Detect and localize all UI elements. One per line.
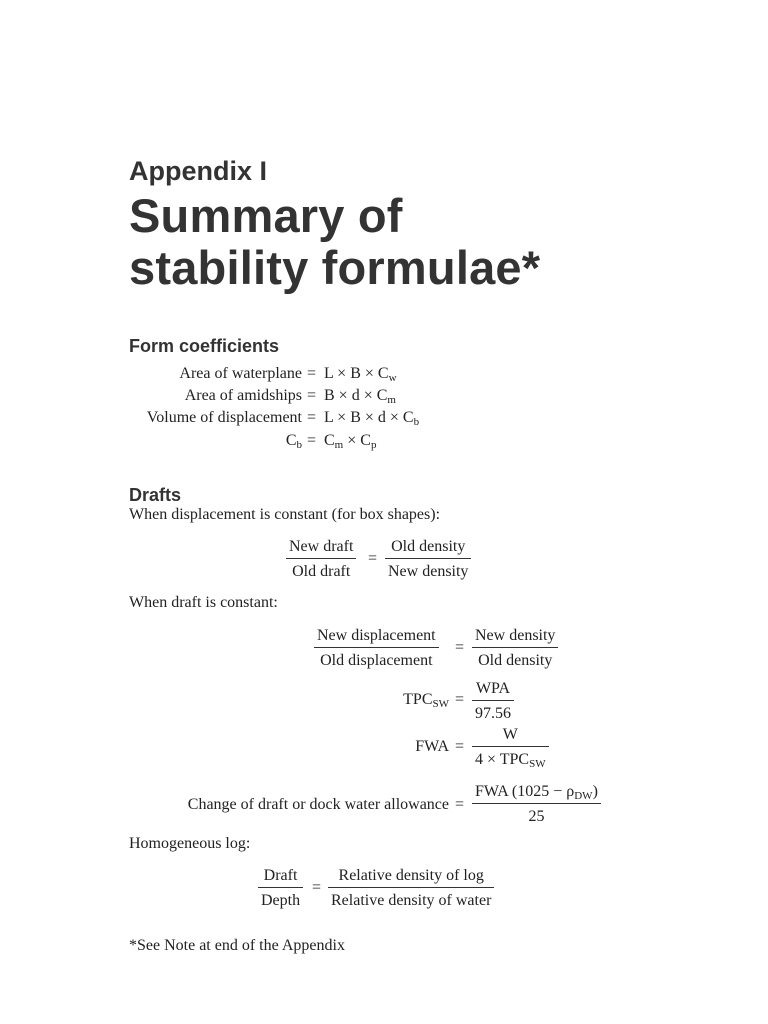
formula-label: $TPC_{SW}$: [403, 691, 449, 710]
formula-label: Volume of displacement: [146, 409, 302, 426]
formula-rhs: $B \times d \times C_m$: [324, 387, 396, 406]
fraction: New density Old density: [472, 628, 558, 669]
equals-sign: =: [307, 432, 317, 449]
formula-label: Change of draft or dock water allowance: [187, 796, 449, 813]
equals-sign: =: [368, 550, 378, 567]
appendix-label: Appendix I: [129, 156, 268, 186]
paragraph: When displacement is constant (for box shapes):: [129, 506, 441, 523]
formula-label: FWA: [415, 738, 449, 755]
paragraph: When draft is constant:: [129, 594, 278, 611]
formula-rhs: $C_m \times C_p$: [324, 432, 377, 451]
equals-sign: =: [307, 387, 317, 404]
equals-sign: =: [307, 365, 317, 382]
equals-sign: =: [312, 879, 322, 896]
equals-sign: =: [455, 738, 465, 755]
section-heading-drafts: Drafts: [129, 485, 182, 505]
formula-label: Area of waterplane: [179, 365, 302, 382]
fraction: FWA $(1025 - \rho_{DW})$ 25: [472, 784, 601, 825]
fraction: WPA 97.56: [472, 681, 514, 722]
fraction: Old density New density: [385, 539, 471, 580]
page-title-line-2: stability formulae*: [129, 241, 541, 294]
fraction: New draft Old draft: [286, 539, 356, 580]
paragraph: Homogeneous log:: [129, 835, 251, 852]
section-heading-form-coefficients: Form coefficients: [129, 336, 280, 356]
fraction: New displacement Old displacement: [314, 628, 439, 669]
formula-rhs: $L \times B \times C_w$: [324, 365, 397, 384]
fraction: Draft Depth: [258, 868, 303, 909]
fraction: Relative density of log Relative density of water: [328, 868, 494, 909]
equals-sign: =: [455, 691, 465, 708]
formula-rhs: $L \times B \times d \times C_b$: [324, 409, 420, 428]
fraction: W $4 \times TPC_{SW}$: [472, 727, 549, 768]
formula-label: Area of amidships: [184, 387, 302, 404]
equals-sign: =: [455, 796, 465, 813]
equals-sign: =: [307, 409, 317, 426]
page-title: [129, 190, 540, 294]
formula-label: $C_b$: [285, 432, 302, 451]
equals-sign: =: [455, 639, 465, 656]
page-title-line-1: Summary of: [129, 189, 403, 242]
footnote: *See Note at end of the Appendix: [129, 937, 345, 954]
